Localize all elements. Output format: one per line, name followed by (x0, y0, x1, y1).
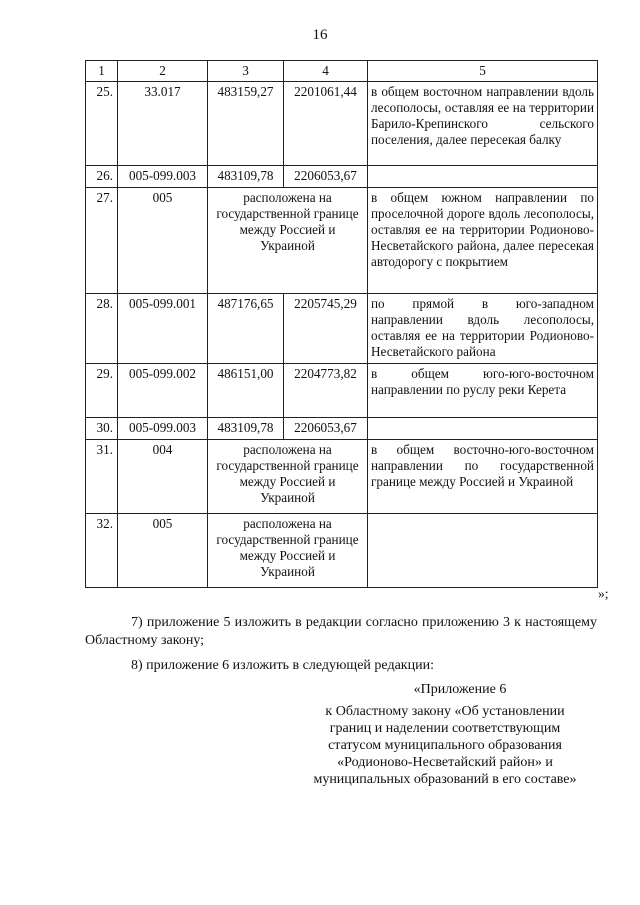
table-row (86, 166, 598, 188)
appendix-caption-line: статусом муниципального образования (328, 738, 562, 753)
row-number: 25. (86, 82, 118, 166)
table-row (86, 418, 598, 440)
location-note: расположена на государственной границе между Россией и Украиной (208, 188, 368, 294)
header-cell: 4 (284, 61, 368, 82)
boundary-points-table (85, 60, 598, 588)
coord-x: 486151,00 (208, 364, 284, 418)
row-number: 29. (86, 364, 118, 418)
route-description: по прямой в юго-западном направлении вдоль лесополосы, оставляя ее на территории Родионово-Несветайского района (368, 294, 598, 364)
header-cell: 2 (118, 61, 208, 82)
point-code: 005 (118, 188, 208, 294)
closing-quote: »; (598, 586, 609, 601)
paragraph-item-8: 8) приложение 6 изложить в следующей редакции: (131, 658, 434, 673)
table-row (86, 188, 598, 294)
point-code: 005-099.003 (118, 166, 208, 188)
table-row (86, 294, 598, 364)
row-number: 31. (86, 440, 118, 514)
route-description (368, 514, 598, 588)
page-number: 16 (312, 27, 328, 43)
route-description (368, 418, 598, 440)
table-row (86, 514, 598, 588)
table-row (86, 364, 598, 418)
paragraph-item-7: 7) приложение 5 изложить в редакции согласно приложению 3 к настоящему Областному закону; (85, 615, 597, 648)
coord-x: 483159,27 (208, 82, 284, 166)
appendix-caption-line: к Областному закону «Об установлении (325, 704, 565, 719)
row-number: 26. (86, 166, 118, 188)
point-code: 005-099.001 (118, 294, 208, 364)
route-description: в общем южном направлении по проселочной дороге вдоль лесополосы, оставляя ее на территории Родионово-Несветайского района, далее пересекая автодорогу с покрытием (368, 188, 598, 294)
location-note: расположена на государственной границе между Россией и Украиной (208, 514, 368, 588)
appendix-caption-line: муниципальных образований в его составе» (313, 772, 577, 787)
route-description: в общем восточном направлении вдоль лесополосы, оставляя ее на территории Барило-Крепинского сельского поселения, далее пересекая балку (368, 82, 598, 166)
coord-y: 2204773,82 (284, 364, 368, 418)
appendix-title: «Приложение 6 (413, 682, 507, 697)
coord-y: 2206053,67 (284, 166, 368, 188)
coord-x: 483109,78 (208, 166, 284, 188)
row-number: 32. (86, 514, 118, 588)
point-code: 33.017 (118, 82, 208, 166)
header-cell: 1 (86, 61, 118, 82)
header-cell: 3 (208, 61, 284, 82)
row-number: 30. (86, 418, 118, 440)
point-code: 005-099.003 (118, 418, 208, 440)
point-code: 004 (118, 440, 208, 514)
coord-x: 487176,65 (208, 294, 284, 364)
table-header-row (86, 61, 598, 82)
route-description (368, 166, 598, 188)
coord-y: 2205745,29 (284, 294, 368, 364)
row-number: 28. (86, 294, 118, 364)
table-row (86, 82, 598, 166)
coord-y: 2206053,67 (284, 418, 368, 440)
coord-x: 483109,78 (208, 418, 284, 440)
point-code: 005 (118, 514, 208, 588)
appendix-caption-line: «Родионово-Несветайский район» и (337, 755, 553, 770)
location-note: расположена на государственной границе между Россией и Украиной (208, 440, 368, 514)
appendix-caption-line: границ и наделении соответствующим (329, 721, 561, 736)
header-cell: 5 (368, 61, 598, 82)
coord-y: 2201061,44 (284, 82, 368, 166)
row-number: 27. (86, 188, 118, 294)
route-description: в общем юго-юго-восточном направлении по руслу реки Керета (368, 364, 598, 418)
route-description: в общем восточно-юго-восточном направлении по государственной границе между Россией и Украиной (368, 440, 598, 514)
appendix-caption (300, 703, 590, 788)
point-code: 005-099.002 (118, 364, 208, 418)
table-row (86, 440, 598, 514)
